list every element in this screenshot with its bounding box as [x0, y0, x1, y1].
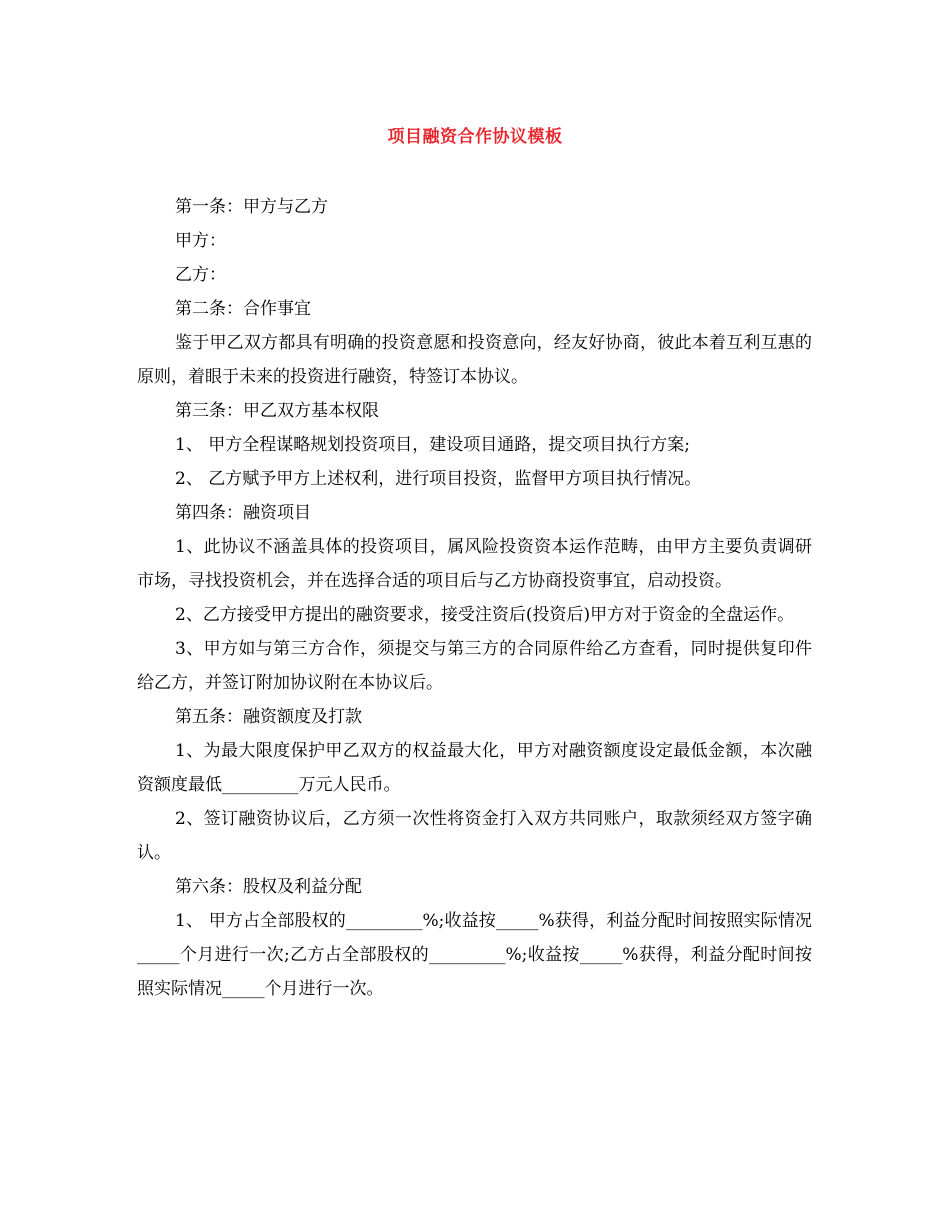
paragraph: 1、 甲方占全部股权的_________%;收益按_____%获得，利益分配时间按照实际情况_____个月进行一次;乙方占全部股权的_________%;收益按_____%获得，利益分配时间按照实际情况_____个月进行一次。	[137, 911, 812, 999]
paragraph: 1、此协议不涵盖具体的投资项目，属风险投资资本运作范畴，由甲方主要负责调研市场，寻找投资机会，并在选择合适的项目后与乙方协商投资事宜，启动投资。	[137, 537, 812, 591]
paragraph: 乙方：	[175, 265, 226, 285]
paragraph: 第四条：融资项目	[175, 503, 311, 523]
paragraph: 鉴于甲乙双方都具有明确的投资意愿和投资意向，经友好协商，彼此本着互利互惠的原则，着眼于未来的投资进行融资，特签订本协议。	[137, 333, 812, 387]
paragraph: 第一条：甲方与乙方	[175, 197, 328, 217]
document-body	[137, 190, 812, 1006]
paragraph: 第二条：合作事宜	[175, 299, 311, 319]
paragraph: 第六条：股权及利益分配	[175, 877, 362, 897]
paragraph: 1、为最大限度保护甲乙双方的权益最大化，甲方对融资额度设定最低金额，本次融资额度最低_________万元人民币。	[137, 741, 812, 795]
paragraph: 2、签订融资协议后，乙方须一次性将资金打入双方共同账户，取款须经双方签字确认。	[137, 809, 812, 863]
document-title: 项目融资合作协议模板	[387, 127, 563, 147]
paragraph: 第五条：融资额度及打款	[175, 707, 362, 727]
paragraph: 甲方：	[175, 231, 226, 251]
paragraph: 第三条：甲乙双方基本权限	[175, 401, 379, 421]
paragraph: 1、 甲方全程谋略规划投资项目，建设项目通路，提交项目执行方案;	[175, 435, 690, 455]
paragraph: 2、乙方接受甲方提出的融资要求，接受注资后(投资后)甲方对于资金的全盘运作。	[175, 605, 795, 625]
paragraph: 3、甲方如与第三方合作，须提交与第三方的合同原件给乙方查看，同时提供复印件给乙方，并签订附加协议附在本协议后。	[137, 639, 812, 693]
paragraph: 2、 乙方赋予甲方上述权利，进行项目投资，监督甲方项目执行情况。	[175, 469, 702, 489]
